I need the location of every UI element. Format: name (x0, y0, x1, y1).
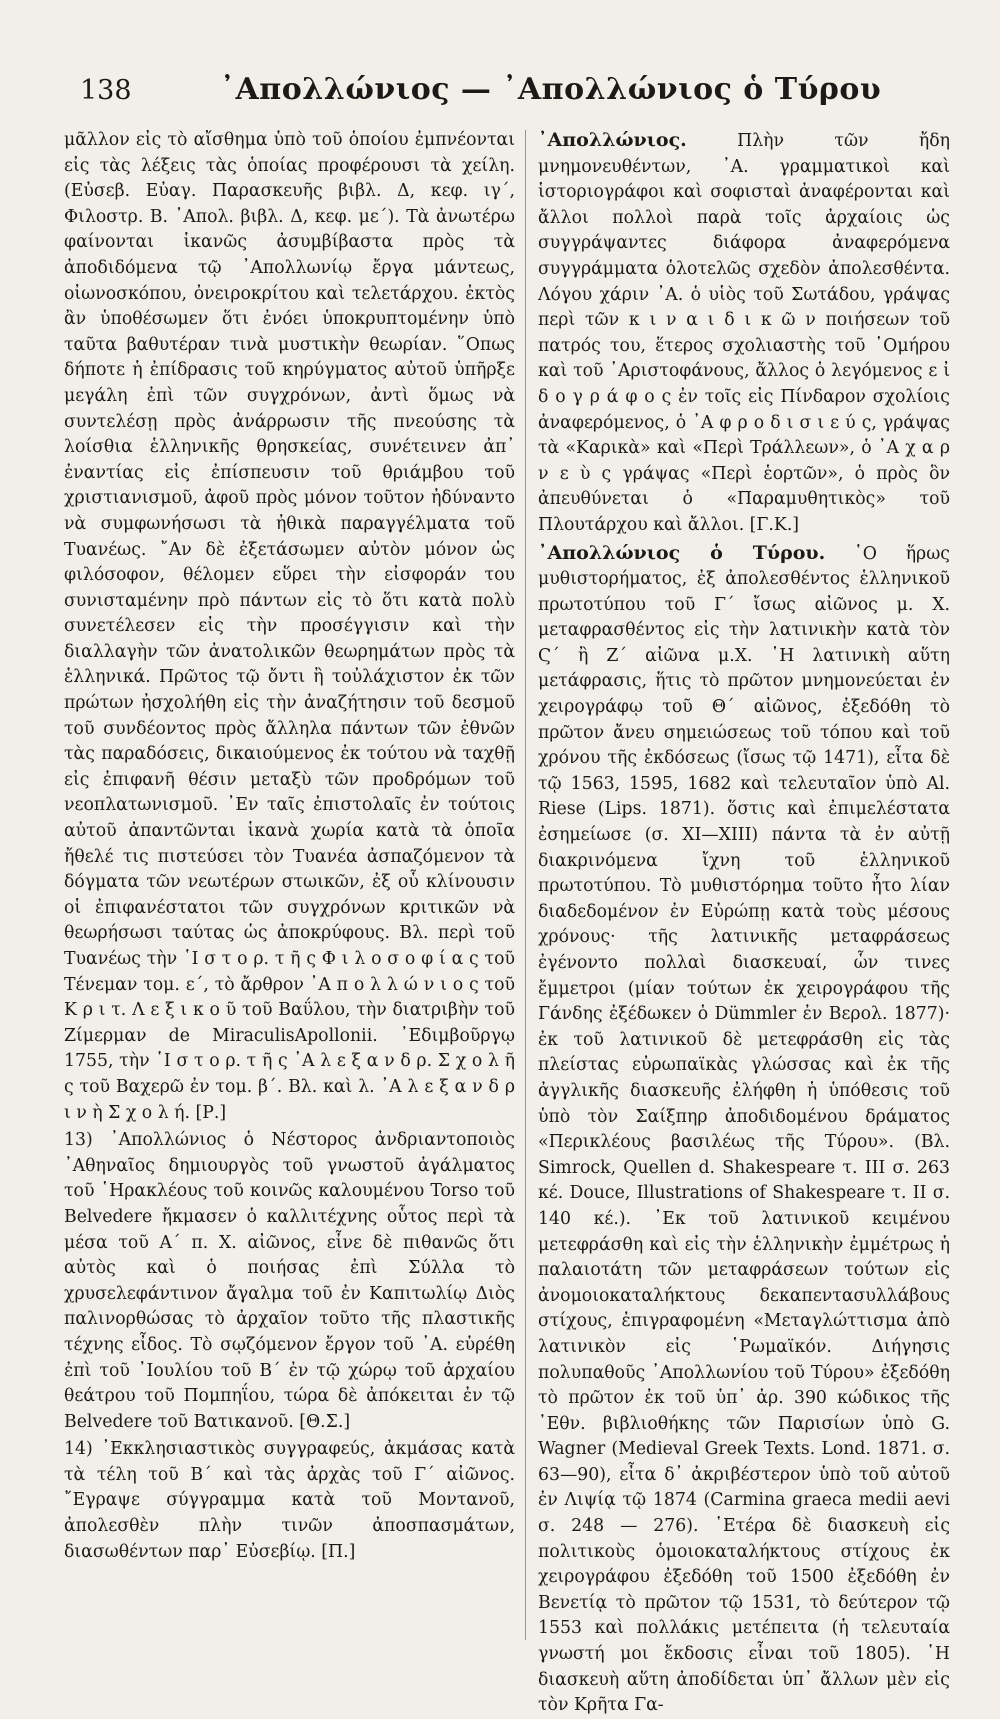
column-divider (525, 130, 526, 1640)
entry-text: Πλὴν τῶν ἤδη μνημονευθέντων, ᾿Α. γραμματικοὶ καὶ ἱστοριογράφοι καὶ σοφισταὶ ἀναφέρονται καὶ ἄλλοι πολλοὶ παρὰ τοῖς ἀρχαίοις ὡς συγγράψαντες διάφορα ἀναφερόμενα συγγράμματα ὁλοτελῶς σχεδὸν ἀπολεσθέντα. Λόγου χάριν ᾿Α. ὁ υἱὸς τοῦ Σωτάδου, γράψας περὶ τῶν κ ι ν α ι δ ι κ ῶ ν ποιήσεων τοῦ πατρός του, ἕτερος σχολιαστὴς τοῦ ῾Ομήρου καὶ τοῦ ᾿Αριστοφάνους, ἄλλος ὁ λεγόμενος ε ἰ δ ο γ ρ ά φ ο ς ἐν τοῖς εἰς Πίνδαρον σχολίοις ἀναφερόμενος, ὁ ᾿Α φ ρ ο δ ι σ ι ε ύ ς, γράψας τὰ «Καρικὰ» καὶ «Περὶ Τράλλεων», ὁ ᾿Α χ α ρ ν ε ὺ ς γράψας «Περὶ ἑορτῶν», ὁ πρὸς ὃν ἀπευθύνεται ὁ «Παραμυθητικὸς» τοῦ Πλουτάρχου καὶ ἄλλοι. [Γ.Κ.] (538, 131, 951, 535)
page-number: 138 (80, 75, 132, 106)
paragraph: 13) ᾿Απολλώνιος ὁ Νέστορος ἀνδριαντοποιὸς ᾿Αθηναῖος δημιουργὸς τοῦ γνωστοῦ ἀγάλματος τοῦ ῾Ηρακλέους τοῦ κοινῶς καλουμένου Torso τοῦ Belvedere ἤκμασεν ὁ καλλιτέχνης οὗτος περὶ τὰ μέσα τοῦ Α΄ π. Χ. αἰῶνος, εἶνε δὲ πιθανῶς ὅτι αὐτὸς καὶ ὁ ποιήσας ἐπὶ Σύλλα τὸ χρυσελεφάντινον ἄγαλμα τοῦ ἐν Καπιτωλίῳ Διὸς παλινορθώσας τὸ ἀρχαῖον τοῦτο τῆς πλαστικῆς τέχνης εἶδος. Τὸ σῳζόμενον ἔργον τοῦ ᾿Α. εὑρέθη ἐπὶ τοῦ ᾿Ιουλίου τοῦ Β΄ ἐν τῷ χώρῳ τοῦ ἀρχαίου θεάτρου τοῦ Πομπηΐου, τώρα δὲ ἀπόκειται ἐν τῷ Belvedere τοῦ Βατικανοῦ. [Θ.Σ.] (64, 1130, 515, 1432)
entry (538, 128, 950, 539)
running-title: ᾿Απολλώνιος — ᾿Απολλώνιος ὁ Τύρου (220, 72, 882, 107)
right-column (538, 128, 950, 1719)
entry-text: ῾Ο ἥρως μυθιστορήματος, ἐξ ἀπολεσθέντος ἑλληνικοῦ πρωτοτύπου τοῦ Γ΄ ἴσως αἰῶνος μ. Χ. μεταφρασθέντος εἰς τὴν λατινικὴν κατὰ τὸν Ϛ΄ ἢ Ζ΄ αἰῶνα μ.Χ. ῾Η λατινικὴ αὕτη μετάφρασις, ἥτις τὸ πρῶτον μνημονεύεται ἐν χειρογράφῳ τοῦ Θ΄ αἰῶνος, ἐξεδόθη τὸ πρῶτον ἄνευ σημειώσεως τοῦ τόπου καὶ τοῦ χρόνου τῆς ἐκδόσεως (ἴσως τῷ 1471), εἶτα δὲ τῷ 1563, 1595, 1682 καὶ τελευταῖον ὑπὸ Al. Riese (Lips. 1871). ὅστις καὶ ἐπιμελέστατα ἐσημείωσε (σ. XI—XIII) πάντα τὰ ἐν αὐτῇ διακρινόμενα ἴχνη τοῦ ἑλληνικοῦ πρωτοτύπου. Τὸ μυθιστόρημα τοῦτο ἦτο λίαν διαδεδομένον ἐν Εὐρώπῃ κατὰ τοὺς μέσους χρόνους· τῆς λατινικῆς μεταφράσεως ἐγένοντο πολλαὶ διασκευαί, ὧν τινες ἔμμετροι (μίαν τούτων ἐκ χειρογράφου τῆς Γάνδης ἐξέδωκεν ὁ Dümmler ἐν Βερολ. 1877)· ἐκ τοῦ λατινικοῦ δὲ μετεφράσθη εἰς τὰς πλείστας εὐρωπαϊκὰς γλώσσας καὶ ἐκ τῆς ἀγγλικῆς διασκευῆς ἐλήφθη ἡ ὑπόθεσις τοῦ ὑπὸ τὸν Σαίξπηρ ἀποδιδομένου δράματος «Περικλέους βασιλέως τῆς Τύρου». (Βλ. Simrock, Quellen d. Shakespeare τ. III σ. 263 κέ. Douce, Illustrations of Shakespeare τ. II σ. 140 κέ.). ᾿Εκ τοῦ λατινικοῦ κειμένου μετεφράσθη καὶ εἰς τὴν ἑλληνικὴν ἐμμέτρως ἡ παλαιοτάτη τῶν μεταφράσεων τούτων εἰς ἀνομοιοκαταλήκτους δεκαπεντασυλλάβους στίχους, ἐπιγραφομένη «Μεταγλώττισμα ἀπὸ λατινικὸν εἰς ῾Ρωμαϊκόν. Διήγησις πολυπαθοῦς ᾿Απολλωνίου τοῦ Τύρου» ἐξεδόθη τὸ πρῶτον ἐκ τοῦ ὑπ᾿ ἀρ. 390 κώδικος τῆς ᾿Εθν. βιβλιοθήκης τῶν Παρισίων ὑπὸ G. Wagner (Medieval Greek Texts. Lond. 1871. σ. 63—90), εἶτα δ᾿ ἀκριβέστερον ὑπὸ τοῦ αὐτοῦ ἐν Λιψίᾳ τῷ 1874 (Carmina graeca medii aevi σ. 248 — 276). ῾Ετέρα δὲ διασκευὴ εἰς πολιτικοὺς ὁμοιοκαταλήκτους στίχους ἐκ χειρογράφου ἐξεδόθη τοῦ 1500 ἐξεδόθη ἐν Βενετίᾳ τὸ πρῶτον τῷ 1531, τὸ δεύτερον τῷ 1553 καὶ πολλάκις μετέπειτα (ἡ τελευταία γνωστή μοι ἔκδοσις εἶναι τοῦ 1805). ῾Η διασκευὴ αὕτη ἀποδίδεται ὑπ᾿ ἄλλων μὲν εἰς τὸν Κρῆτα Γα- (538, 543, 950, 1716)
paragraph: 14) ᾿Εκκλησιαστικὸς συγγραφεύς, ἀκμάσας κατὰ τὰ τέλη τοῦ Β΄ καὶ τὰς ἀρχὰς τοῦ Γ΄ αἰῶνος. ῎Εγραψε σύγγραμμα κατὰ τοῦ Μοντανοῦ, ἀπολεσθὲν πλὴν τινῶν ἀποσπασμάτων, διασωθέντων παρ᾿ Εὐσεβίῳ. [Π.] (64, 1439, 515, 1562)
entry-headword: ᾿Απολλώνιος ὁ Τύρου. (538, 541, 826, 564)
paragraph: μᾶλλον εἰς τὸ αἴσθημα ὑπὸ τοῦ ὁποίου ἐμπνέονται εἰς τὰς λέξεις τὰς ὁποίας προφέρουσι τὰ χείλη. (Εὐσεβ. Εὐαγ. Παρασκευῆς βιβλ. Δ, κεφ. ιγ΄, Φιλοστρ. Β. ᾿Απολ. βιβλ. Δ, κεφ. με΄). Τὰ ἀνωτέρω φαίνονται ἱκανῶς ἀσυμβίβαστα πρὸς τὰ ἀποδιδόμενα τῷ ᾿Απολλωνίῳ ἔργα μάντεως, οἰωνοσκόπου, ὀνειροκρίτου καὶ τελετάρχου. ἐκτὸς ἂν ὑποθέσωμεν ὅτι ἐνόει ὑποκρυπτομένην ὑπὸ ταῦτα βαθυτέραν τινὰ μυστικὴν θεωρίαν. ῞Οπως δήποτε ἡ ἐπίδρασις τοῦ κηρύγματος αὐτοῦ ὑπῆρξε μεγάλη ἐπὶ τῶν συγχρόνων, ἀντὶ ὅμως νὰ συντελέσῃ πρὸς ἀνάρρωσιν τῆς πνεούσης τὰ λοίσθια ἑλληνικῆς θρησκείας, συνέτεινεν ἀπ᾿ ἐναντίας εἰς ἐπίσπευσιν τοῦ θριάμβου τοῦ χριστιανισμοῦ, ἀφοῦ πρὸς μόνον τοῦτον ἠδύναντο νὰ συμφωνήσωσι τὰ ἠθικὰ παραγγέλματα τοῦ Τυανέως. ῎Αν δὲ ἐξετάσωμεν αὐτὸν μόνον ὡς φιλόσοφον, θέλομεν εὕρει τὴν εἰσφοράν του συνισταμένην πρὸ πάντων εἰς τὸ ὅτι κατὰ πολὺ συνετέλεσεν εἰς τὴν προσέγγισιν καὶ τὴν διαλλαγὴν τῶν ἀνατολικῶν θεωρημάτων πρὸς τὰ ἑλληνικά. Πρῶτος τῷ ὄντι ἢ τοὐλάχιστον ἐκ τῶν πρώτων ἠσχολήθη εἰς τὴν ἀναζήτησιν τοῦ δεσμοῦ τοῦ συνδέοντος πρὸς ἄλληλα πάντων τῶν ἐθνῶν τὰς παραδόσεις, δικαιούμενος ἐκ τούτου νὰ ταχθῇ εἰς ἐπιφανῆ θέσιν μεταξὺ τῶν προδρόμων τοῦ νεοπλατωνισμοῦ. ᾿Εν ταῖς ἐπιστολαῖς ἐν τούτοις αὐτοῦ ἀπαντῶνται ἱκανὰ χωρία κατὰ τὰ ὁποῖα ἤθελέ τις πιστεύσει τὸν Τυανέα ἀσπαζόμενον τὰ δόγματα τῶν νεωτέρων στωικῶν, ἐξ οὗ κλίνουσιν οἱ ἐπιφανέστατοι τῶν συγχρόνων κριτικῶν νὰ θεωρήσωσι ταύτας ὡς ἀποκρύφους. Βλ. περὶ τοῦ Τυανέως τὴν ῾Ι σ τ ο ρ. τ ῆ ς Φ ι λ ο σ ο φ ί α ς τοῦ Τένεμαν τομ. ε΄, τὸ ἄρθρον ᾿Α π ο λ λ ώ ν ι ο ς τοῦ Κ ρ ι τ. Λ ε ξ ι κ ο ῦ τοῦ Βαΰλου, τὴν διατριβὴν τοῦ Ζίμερμαν de MiraculisApollonii. ᾿Εδιμβοῦργῳ 1755, τὴν ῾Ι σ τ ο ρ. τ ῆ ς ᾿Α λ ε ξ α ν δ ρ. Σ χ ο λ ῆ ς τοῦ Βαχερῶ ἐν τομ. β΄. Βλ. καὶ λ. ᾿Α λ ε ξ α ν δ ρ ι ν ὴ Σ χ ο λ ή. [Ρ.] (64, 130, 515, 1123)
entry-headword: ᾿Απολλώνιος. (538, 129, 687, 151)
page-header (80, 72, 940, 112)
entry (538, 541, 950, 1719)
left-column (64, 128, 515, 1565)
